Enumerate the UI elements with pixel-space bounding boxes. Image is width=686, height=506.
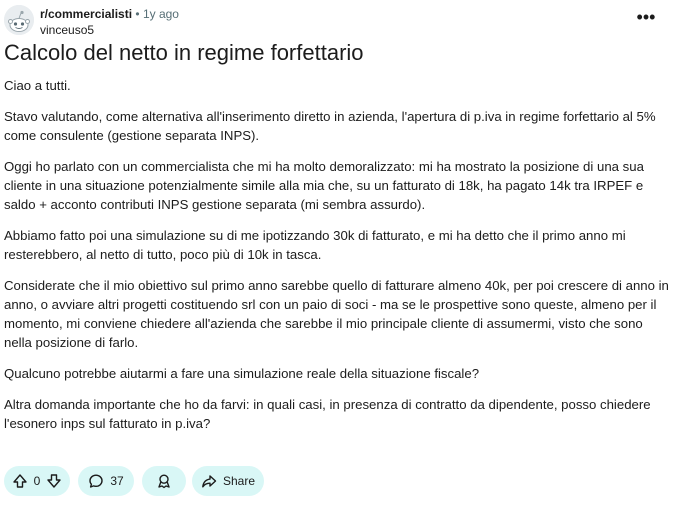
- more-options-icon[interactable]: •••: [636, 7, 656, 27]
- upvote-arrow-icon[interactable]: [12, 473, 28, 489]
- comments-button[interactable]: [78, 466, 134, 496]
- post-paragraph: Ciao a tutti.: [4, 78, 71, 93]
- post-body: [4, 76, 672, 445]
- comment-bubble-icon: [88, 473, 104, 489]
- downvote-arrow-icon[interactable]: [46, 473, 62, 489]
- author-link[interactable]: vinceuso5: [40, 23, 95, 37]
- vote-bar: [4, 466, 70, 496]
- award-button[interactable]: [142, 466, 186, 496]
- share-button[interactable]: [192, 466, 264, 496]
- post-paragraph: Qualcuno potrebbe aiutarmi a fare una simulazione reale della situazione fiscale?: [4, 366, 480, 381]
- post-paragraph: Abbiamo fatto poi una simulazione su di me ipotizzando 30k di fatturato, e mi ha detto che il primo anno mi resterebbero, al netto di tutto, poco più di 10k in tasca.: [4, 228, 626, 262]
- post-header: [4, 4, 674, 38]
- post-age: 1y ago: [142, 7, 179, 21]
- post-paragraph: Considerate che il mio obiettivo sul primo anno sarebbe quello di fatturare almeno 40k, per poi crescere di anno in anno, o avviare altri progetti costituendo srl con un paio di soci - ma se le prospettive sono queste, almeno per il momento, mi conviene chiedere all'azienda che sarebbe il mio principale cliente di assumermi, visto che sono nella posizione di farlo.: [4, 278, 669, 350]
- post-paragraph: Oggi ho parlato con un commercialista che mi ha molto demoralizzato: mi ha mostrato la posizione di una sua cliente in una situazione potenzialmente simile alla mia che, su un fatturato di 18k, ha pagato 14k tra IRPEF e saldo + acconto contributi INPS gestione separata (mi sembra assurdo).: [4, 159, 644, 212]
- post-paragraph: Altra domanda importante che ho da farvi: in quali casi, in presenza di contratto da dipendente, posso chiedere l'esonero inps sul fatturato in p.iva?: [4, 397, 651, 431]
- post-title: Calcolo del netto in regime forfettario: [4, 40, 364, 65]
- award-icon: [156, 473, 172, 489]
- subreddit-link[interactable]: r/commercialisti: [40, 7, 133, 21]
- post-paragraph: Stavo valutando, come alternativa all'inserimento diretto in azienda, l'apertura di p.iva in regime forfettario al 5% come consulente (gestione separata INPS).: [4, 109, 656, 143]
- share-arrow-icon: [201, 473, 217, 489]
- subreddit-avatar[interactable]: [4, 5, 34, 35]
- reddit-snoo-icon: [4, 5, 34, 35]
- meta-separator: •: [135, 7, 140, 21]
- post-meta: [40, 6, 179, 38]
- comment-count: 37: [110, 474, 124, 488]
- share-label: Share: [222, 474, 256, 488]
- vote-count: 0: [33, 474, 41, 488]
